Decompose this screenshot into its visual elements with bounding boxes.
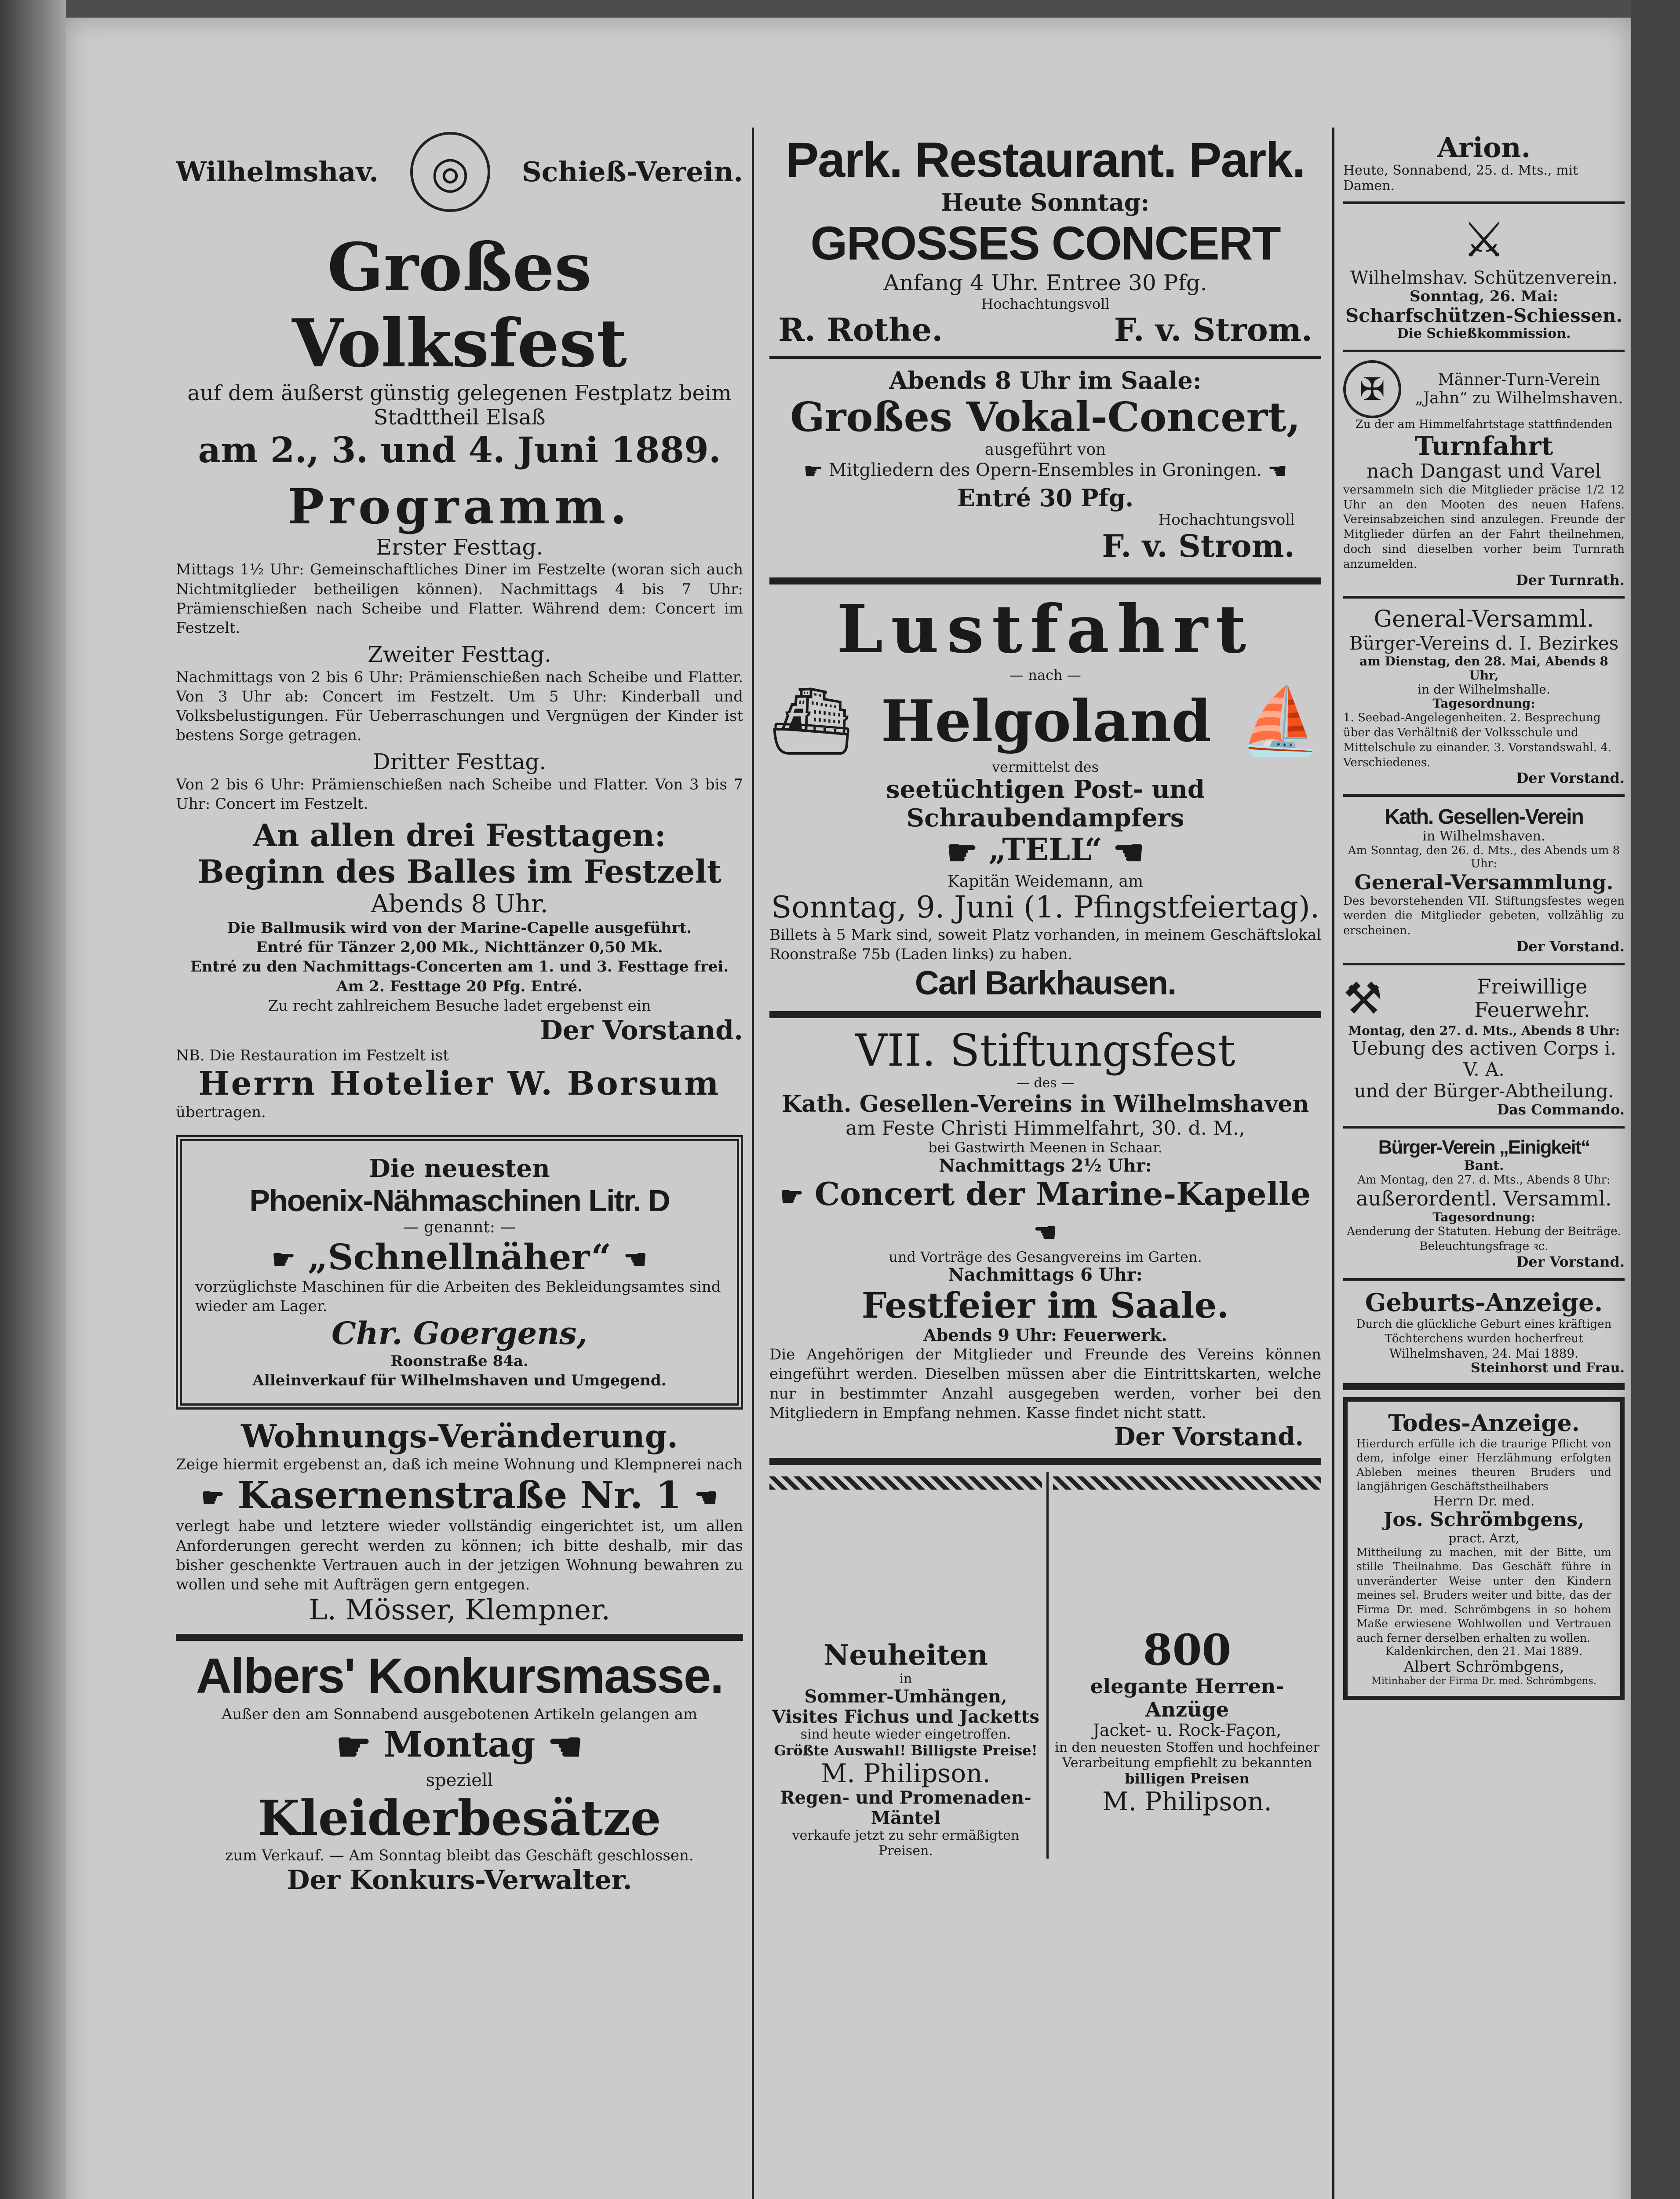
ad-text: Zeige hiermit ergebenst an, daß ich meine Wohnung und Klempnerei nach — [176, 1455, 743, 1473]
pointing-hand-icon: ☛ — [780, 1181, 804, 1212]
signature: Der Konkurs-Verwalter. — [287, 1865, 632, 1896]
column-rule — [752, 128, 754, 2199]
names-row — [769, 312, 1321, 348]
product-name: „Schnellnäher“ — [307, 1236, 612, 1278]
event-title: Festfeier im Saale. — [861, 1285, 1229, 1326]
montag-row — [176, 1724, 743, 1770]
ad-line: — genannt: — — [403, 1218, 516, 1237]
signature: Der Vorstand. — [1114, 1422, 1304, 1451]
day-text: Nachmittags von 2 bis 6 Uhr: Prämienschießen nach Scheibe und Flatter. Von 3 Uhr ab: Concert im Festzelt. Um 5 Uhr: Kinderball und Volksbelustigungen. Für Ueberraschungen und Vergnügen der Kinder ist bestens Sorge getragen. — [176, 668, 743, 745]
ad-title: Arion. — [1437, 132, 1531, 164]
signature: Der Vorstand. — [1516, 938, 1625, 955]
host-name: R. Rothe. — [778, 311, 943, 349]
sailing-ship-icon: ⛵ — [1239, 683, 1321, 760]
ad-philipson-anzuege — [1053, 1472, 1321, 1859]
ad-park-restaurant — [769, 132, 1321, 564]
divider — [1343, 1278, 1625, 1281]
ad-line: vermittelst des — [991, 759, 1099, 776]
event-title: außerordentl. Versamml. — [1356, 1186, 1612, 1210]
ad-text: Außer den am Sonnabend ausgebotenen Artikeln gelangen am — [221, 1705, 698, 1723]
ad-line: Mitinhaber der Firma Dr. med. Schrömbgens. — [1371, 1676, 1596, 1687]
signature: Albert Schrömbgens, — [1403, 1658, 1564, 1676]
pointing-hand-icon: ☚ — [1033, 1217, 1057, 1249]
signature: L. Mösser, Klempner. — [309, 1594, 610, 1627]
ad-line: am Dienstag, den 28. Mai, Abends 8 Uhr, — [1359, 654, 1608, 683]
deceased-name: Jos. Schrömbgens, — [1383, 1509, 1585, 1531]
ad-line: Nachmittags 6 Uhr: — [948, 1264, 1143, 1286]
signature: F. v. Strom. — [1102, 528, 1295, 565]
divider — [1343, 963, 1625, 965]
quantity: 800 — [1143, 1625, 1232, 1675]
ad-title: Großes Volksfest — [292, 229, 627, 382]
ad-text: Des bevorstehenden VII. Stiftungsfestes wegen werden die Mitglieder gebeten, vollzählig zu erscheinen. — [1343, 894, 1625, 938]
ad-text: Hierdurch erfülle ich die traurige Pflicht von dem, infolge einer Herzlähmung erfolgten Ableben meines theuren Bruders und langjährigen Geschäftstheilhabers — [1356, 1437, 1611, 1493]
ad-line: speziell — [426, 1770, 493, 1790]
ad-line: Sonntag, 26. Mai: — [1410, 287, 1558, 305]
ad-subline: auf dem äußerst günstig gelegenen Festplatz beim — [187, 381, 732, 405]
nb-line: NB. Die Restauration im Festzelt ist — [176, 1046, 449, 1064]
ad-line: Sommer-Umhängen, Visites Fichus und Jacketts — [772, 1686, 1040, 1728]
address: Roonstraße 84a. — [390, 1352, 528, 1370]
ad-text: verlegt habe und letztere wieder vollständig eingerichtet ist, um allen Anforderungen gerecht werden zu können; ich bitte deshalb, mir das bisher geschenkte Vertrauen auch in der jetzigen Wohnung bewahren zu wollen und sehe mit Aufträgen gern entgegen. — [176, 1517, 743, 1594]
column-rule — [1332, 128, 1334, 2199]
ad-line: Tagesordnung: — [1432, 696, 1535, 711]
trip-date: Sonntag, 9. Juni (1. Pfingstfeiertag). — [771, 890, 1320, 925]
divider — [1343, 201, 1625, 204]
ad-philipson-neuheiten — [769, 1472, 1049, 1859]
ad-line: Kapitän Weidemann, am — [947, 873, 1144, 891]
ad-line: bei Gastwirth Meenen in Schaar. — [928, 1139, 1163, 1156]
ad-schuetzenverein — [1343, 212, 1625, 341]
day-text: Mittags 1½ Uhr: Gemeinschaftliches Diner im Festzelte (woran sich auch Nichtmitglieder betheiligen können). Nachmittags 4 bis 7 Uhr: Prämienschießen nach Scheibe und Flatter. Während dem: Concert im Festzelt. — [176, 561, 743, 637]
ad-text: Billets à 5 Mark sind, soweit Platz vorhanden, in meinem Geschäftslokal Roonstraße 75b (Laden links) zu haben. — [769, 926, 1321, 963]
ornament-bar — [1053, 1476, 1321, 1490]
club-name: Bürger-Vereins d. I. Bezirkes — [1349, 632, 1619, 654]
ad-lustfahrt — [769, 592, 1321, 1003]
day-heading: Dritter Festtag. — [372, 749, 547, 775]
club-name: Kath. Gesellen-Vereins in Wilhelmshaven — [781, 1090, 1309, 1118]
divider — [769, 356, 1321, 359]
entry-line: Entré für Tänzer 2,00 Mk., Nichttänzer 0,50 Mk. — [256, 939, 663, 957]
ad-line: Herrn Dr. med. — [1433, 1493, 1535, 1509]
ad-text: Heute, Sonnabend, 25. d. Mts., mit Damen. — [1343, 163, 1578, 194]
ad-line: Abends 9 Uhr: Feuerwerk. — [923, 1325, 1167, 1345]
performers: Mitgliedern des Opern-Ensembles in Groningen. — [828, 460, 1262, 481]
street-name: Kasernenstraße Nr. 1 — [237, 1473, 681, 1517]
pointing-hand-icon: ☚ — [694, 1483, 718, 1514]
ad-line: Die neuesten — [369, 1154, 550, 1184]
divider — [769, 577, 1321, 584]
music-line: Die Ballmusik wird von der Marine-Capelle ausgeführt. — [227, 919, 692, 937]
pointing-hand-icon: ☛ — [336, 1724, 372, 1771]
divider — [1343, 1383, 1625, 1390]
ad-text: zum Verkauf. — Am Sonntag bleibt das Geschäft geschlossen. — [225, 1847, 694, 1865]
pointing-hand-icon: ☛ — [201, 1483, 225, 1514]
ad-title: Wilhelmshav. Schützenverein. — [1350, 267, 1618, 288]
divider — [1343, 596, 1625, 599]
ad-phoenix — [176, 1135, 743, 1410]
ad-line: Heute Sonntag: — [941, 188, 1150, 216]
ad-title: General-Versamml. — [1374, 606, 1594, 633]
agenda-items: 1. Seebad-Angelegenheiten. 2. Besprechung über das Verhältniß der Volksschule und Mittelschule zu einander. 3. Vorstandswahl. 4. Verschiedenes. — [1343, 711, 1612, 769]
ad-line: Hochachtungsvoll — [981, 295, 1110, 312]
ad-arion — [1343, 132, 1625, 194]
destination-row — [769, 683, 1321, 760]
club-right: Schieß-Verein. — [521, 156, 743, 188]
ad-title: Bürger-Verein „Einigkeit“ — [1378, 1136, 1590, 1158]
entry-line: Am 2. Festtage 20 Pfg. Entré. — [336, 977, 583, 995]
newspaper-page — [66, 18, 1631, 2199]
ship-name-row — [769, 832, 1321, 873]
ad-line: in Wilhelmshaven. — [1422, 829, 1545, 844]
concert-title: Concert der Marine-Kapelle — [814, 1175, 1311, 1213]
event-title: General-Versammlung. — [1354, 870, 1614, 894]
signature: Steinhorst und Frau. — [1471, 1360, 1625, 1376]
host-line: Herrn Hotelier W. Borsum — [198, 1065, 721, 1103]
ad-text: versammeln sich die Mitglieder präcise 1/2 12 Uhr an den Mooten des neuen Hafens. Vereinsabzeichen sind anzulegen. Freunde der Mitglieder dürfen an der Fahrt theilnehmen, doch sind dieselben vorher beim Turnrath anzumelden. — [1343, 483, 1625, 571]
club-name: Männer-Turn-Verein „Jahn“ zu Wilhelmshaven. — [1415, 371, 1623, 407]
ad-turnverein — [1343, 360, 1625, 588]
club-emblem-icon: ✠ — [1343, 360, 1401, 418]
ad-einigkeit — [1343, 1136, 1625, 1270]
ad-line: in — [899, 1671, 912, 1687]
ad-line: — des — — [1016, 1075, 1075, 1091]
ad-title: Neuheiten — [823, 1639, 988, 1672]
merchant-name: Chr. Goergens, — [332, 1315, 587, 1352]
divider — [769, 1458, 1321, 1465]
ad-feuerwehr — [1343, 973, 1625, 1118]
ball-time: Abends 8 Uhr. — [371, 889, 548, 918]
ornament-bar — [769, 1476, 1042, 1490]
ad-title: Freiwillige Feuerwehr. — [1474, 975, 1590, 1022]
ad-line: seetüchtigen Post- und Schraubendampfers — [886, 775, 1205, 833]
ad-title: Park. Restaurant. Park. — [786, 132, 1305, 187]
ad-line: Am Sonntag, den 26. d. Mts., des Abends um 8 Uhr: — [1348, 844, 1620, 870]
column-right — [1343, 132, 1625, 1700]
ad-line: und Vorträge des Gesangvereins im Garten. — [889, 1248, 1202, 1265]
club-left: Wilhelmshav. — [176, 156, 379, 188]
ad-line: Zu der am Himmelfahrtstage stattfindenden — [1355, 417, 1613, 431]
ad-line: billigen Preisen — [1125, 1770, 1250, 1787]
pointing-hand-icon: ☚ — [623, 1244, 647, 1275]
ad-title: Albers' Konkursmasse. — [196, 1648, 723, 1703]
ad-text: in den neuesten Stoffen und hochfeiner Verarbeitung empfiehlt zu bekannten — [1055, 1740, 1319, 1771]
ad-line: ausgeführt von — [984, 441, 1106, 459]
ad-line: Alleinverkauf für Wilhelmshaven und Umgegend. — [252, 1371, 667, 1389]
event-title: Uebung des activen Corps i. V. A. — [1351, 1037, 1617, 1081]
signature: Der Vorstand. — [1516, 770, 1625, 787]
ad-albers — [176, 1648, 743, 1896]
day-heading: Erster Festtag. — [375, 534, 543, 560]
item-name: Kleiderbesätze — [258, 1789, 661, 1846]
ship-name: „TELL“ — [988, 831, 1102, 868]
weekday: Montag — [383, 1723, 536, 1765]
ad-line: in der Wilhelmshalle. — [1418, 682, 1550, 697]
ad-line: sind heute wieder eingetroffen. — [800, 1727, 1011, 1742]
agenda-items: Aenderung der Statuten. Hebung der Beiträge. Beleuchtungsfrage ꝛc. — [1347, 1224, 1621, 1253]
ad-title: elegante Herren-Anzüge — [1090, 1674, 1284, 1721]
ad-line: Jacket- u. Rock-Façon, — [1093, 1720, 1282, 1740]
signature: Die Schießkommission. — [1397, 326, 1571, 342]
members-row — [769, 459, 1321, 484]
ad-buergerverein-bezirk — [1343, 606, 1625, 786]
signature: Das Commando. — [1497, 1101, 1625, 1118]
ad-title: Wohnungs-Veränderung. — [241, 1417, 678, 1455]
ad-line: Hochachtungsvoll — [1158, 511, 1295, 529]
ad-line: pract. Arzt, — [1448, 1531, 1520, 1545]
ad-subline: Stadttheil Elsaß — [373, 405, 546, 430]
divider — [176, 1634, 743, 1641]
column-middle — [769, 132, 1321, 1859]
host-tail: übertragen. — [176, 1103, 266, 1121]
ad-title: Lustfahrt — [836, 590, 1254, 668]
concert-title: Großes Vokal-Concert, — [790, 393, 1301, 441]
ad-line: Wilhelmshaven, 24. Mai 1889. — [1389, 1346, 1579, 1361]
ad-text: Durch die glückliche Geburt eines kräftigen Töchterchens wurden hocherfreut — [1356, 1317, 1612, 1346]
ad-title: Phoenix-Nähmaschinen Litr. D — [249, 1183, 670, 1218]
crossed-rifles-icon: ⚔ — [1462, 212, 1506, 268]
destination: Helgoland — [881, 687, 1212, 755]
pointing-hand-icon: ☛ — [803, 458, 824, 484]
ad-line: Größte Auswahl! Billigste Preise! — [774, 1742, 1038, 1759]
ad-text: vorzüglichste Maschinen für die Arbeiten des Bekleidungsamtes sind wieder am Lager. — [195, 1278, 721, 1315]
column-left — [176, 132, 743, 1896]
all-days-heading: An allen drei Festtagen: — [253, 817, 666, 854]
ad-moesser — [176, 1418, 743, 1627]
signature: Der Vorstand. — [1516, 1253, 1625, 1271]
ad-title: Todes-Anzeige. — [1388, 1410, 1580, 1437]
book-spine — [0, 0, 66, 2199]
pointing-hand-icon: ☛ — [272, 1244, 295, 1275]
signature: Der Turnrath. — [1516, 571, 1625, 588]
ad-text: Mittheilung zu machen, mit der Bitte, um stille Theilnahme. Das Geschäft führe in unveränderter Weise unter den Kindern meines sel. Bruders weiter und bitte, das der Firma Dr. med. Schrömbgens in so hohem Maße erwiesene Wohlwollen und Vertrauen auch ferner derselben erhalten zu wollen. — [1356, 1545, 1611, 1644]
pointing-hand-icon: ☚ — [1113, 832, 1144, 873]
ad-stiftungsfest — [769, 1025, 1321, 1451]
ad-line: Kaldenkirchen, den 21. Mai 1889. — [1385, 1645, 1583, 1658]
invite-line: Zu recht zahlreichem Besuche ladet ergebenst ein — [268, 997, 651, 1015]
page-edge — [1631, 0, 1680, 2199]
pointing-hand-icon: ☚ — [547, 1724, 583, 1771]
product-name-row — [195, 1237, 724, 1277]
divider — [769, 1011, 1321, 1018]
ad-line: Am Montag, den 27. d. Mts., Abends 8 Uhr: — [1357, 1173, 1611, 1187]
divider — [1343, 1126, 1625, 1129]
program-heading: Programm. — [288, 478, 631, 535]
day-text: Von 2 bis 6 Uhr: Prämienschießen nach Scheibe und Flatter. Von 3 bis 7 Uhr: Concert im Festzelt. — [176, 775, 743, 813]
ad-line: verkaufe jetzt zu sehr ermäßigten Preisen. — [792, 1828, 1020, 1859]
ad-line: Tagesordnung: — [1432, 1209, 1535, 1224]
ad-line: Nachmittags 2½ Uhr: — [939, 1155, 1152, 1176]
steamship-icon: ⛴ — [769, 683, 853, 760]
ad-line: und der Bürger-Abtheilung. — [1354, 1080, 1614, 1102]
event-title: Scharfschützen-Schiessen. — [1345, 304, 1623, 326]
fire-brigade-emblem-icon: ⚒ — [1343, 972, 1383, 1024]
ad-line: nach Dangast und Varel — [1367, 460, 1601, 483]
target-emblem-icon: ◎ — [410, 132, 490, 212]
entry-line: Entré zu den Nachmittags-Concerten am 1. und 3. Festtage frei. — [190, 958, 729, 976]
ad-line: Anfang 4 Uhr. Entree 30 Pfg. — [883, 270, 1207, 296]
ad-title: VII. Stiftungsfest — [855, 1025, 1235, 1077]
ad-schuetzenverein-volksfest — [176, 132, 743, 1122]
street-row — [176, 1474, 743, 1517]
ad-title: Geburts-Anzeige. — [1365, 1288, 1603, 1318]
merchant-name: M. Philipson. — [821, 1758, 991, 1788]
ball-line: Beginn des Balles im Festzelt — [197, 852, 722, 890]
ad-line: am Feste Christi Himmelfahrt, 30. d. M., — [845, 1117, 1245, 1140]
divider — [1343, 350, 1625, 352]
ad-text: Die Angehörigen der Mitglieder und Freunde des Vereins können eingeführt werden. Dieselben müssen aber die Eintrittskarten, welche nur in bestimmter Anzahl ausgegeben werden, vorher bei den Mitgliedern in Empfang nehmen. Kasse findet nicht statt. — [769, 1346, 1321, 1422]
host-name: F. v. Strom. — [1114, 311, 1312, 349]
ad-line: Regen- und Promenaden-Mäntel — [780, 1787, 1031, 1829]
ad-geburt — [1343, 1289, 1625, 1376]
ad-line: — nach — — [1009, 667, 1081, 684]
pointing-hand-icon: ☚ — [1267, 458, 1287, 484]
pointing-hand-icon: ☛ — [946, 832, 978, 873]
divider — [1343, 794, 1625, 797]
concert-row — [769, 1176, 1321, 1249]
ad-gesellenverein — [1343, 805, 1625, 955]
ad-line: Entré 30 Pfg. — [957, 483, 1134, 512]
ad-line: Abends 8 Uhr im Saale: — [889, 366, 1202, 395]
day-heading: Zweiter Festtag. — [368, 642, 551, 668]
signature: Carl Barkhausen. — [915, 964, 1176, 1002]
concert-title: GROSSES CONCERT — [810, 216, 1280, 270]
signature: Der Vorstand. — [539, 1015, 743, 1046]
ad-line: Bant. — [1464, 1158, 1504, 1174]
ad-dates: am 2., 3. und 4. Juni 1889. — [198, 429, 721, 471]
ad-title: Kath. Gesellen-Verein — [1385, 805, 1583, 829]
ad-line: Montag, den 27. d. Mts., Abends 8 Uhr: — [1348, 1023, 1620, 1038]
philipson-ads — [769, 1472, 1321, 1859]
merchant-name: M. Philipson. — [1102, 1786, 1272, 1816]
ad-todesanzeige — [1343, 1397, 1625, 1700]
event-title: Turnfahrt — [1414, 431, 1553, 461]
